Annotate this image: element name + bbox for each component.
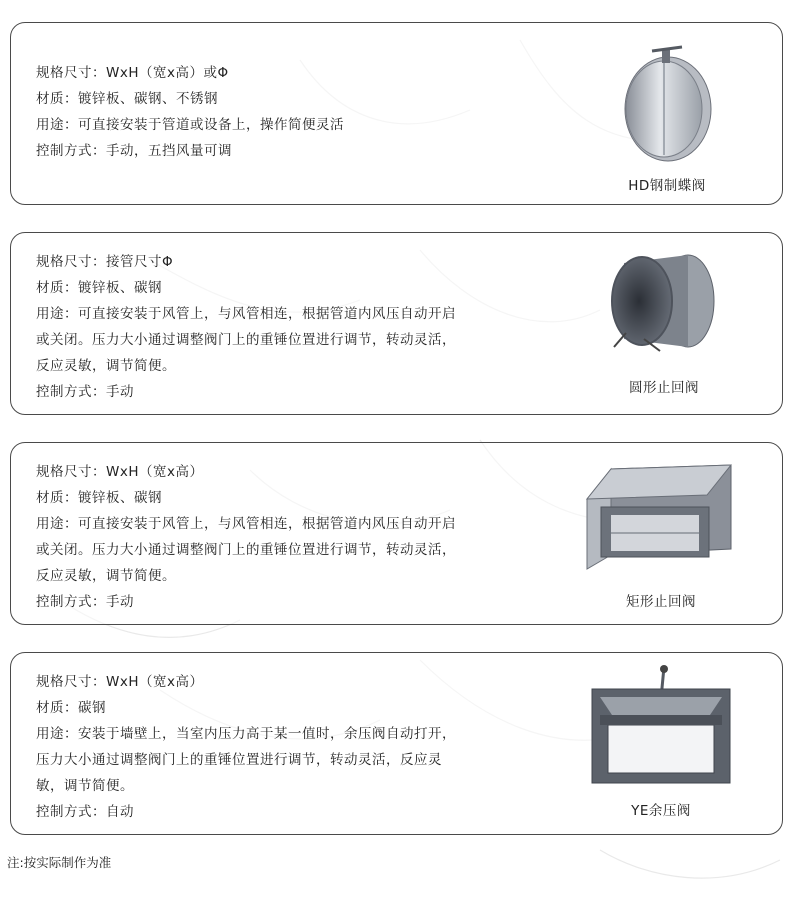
spec-line-control: 控制方式：手动 [36, 594, 134, 610]
round-check-valve-icon [604, 243, 724, 358]
product-caption: 矩形止回阀 [626, 594, 696, 610]
spec-text [36, 249, 546, 405]
spec-line-usage-cont-2: 反应灵敏，调节简便。 [36, 358, 176, 374]
product-figure [571, 459, 751, 610]
spec-line-material: 材质：碳钢 [36, 700, 106, 716]
spec-line-usage: 用途：安装于墙壁上，当室内压力高于某一值时，余压阀自动打开， [36, 726, 456, 742]
spec-line-size: 规格尺寸：接管尺寸Φ [36, 254, 174, 270]
spec-line-usage-cont-2: 反应灵敏，调节简便。 [36, 568, 176, 584]
spec-line-material: 材质：镀锌板、碳钢 [36, 280, 162, 296]
product-figure [577, 41, 757, 194]
product-card-hd-butterfly-valve [10, 22, 783, 205]
product-caption: 圆形止回阀 [629, 380, 699, 396]
butterfly-valve-icon [612, 41, 722, 166]
product-figure [571, 663, 751, 819]
spec-line-size: 规格尺寸：WxH（宽x高） [36, 464, 204, 480]
spec-line-usage-cont-1: 或关闭。压力大小通过调整阀门上的重锤位置进行调节，转动灵活， [36, 542, 456, 558]
product-card-round-check-valve [10, 232, 783, 415]
spec-line-control: 控制方式：手动 [36, 384, 134, 400]
spec-line-usage: 用途：可直接安装于风管上，与风管相连，根据管道内风压自动开启 [36, 516, 456, 532]
spec-line-size: 规格尺寸：WxH（宽x高）或Φ [36, 65, 229, 81]
spec-line-control: 控制方式：手动，五挡风量可调 [36, 143, 232, 159]
spec-line-usage-cont-1: 压力大小通过调整阀门上的重锤位置进行调节，转动灵活，反应灵 [36, 752, 442, 768]
spec-text [36, 60, 546, 164]
footnote: 注:按实际制作为准 [7, 855, 112, 870]
product-card-rectangular-check-valve [10, 442, 783, 625]
spec-line-material: 材质：镀锌板、碳钢、不锈钢 [36, 91, 218, 107]
spec-line-usage-cont-1: 或关闭。压力大小通过调整阀门上的重锤位置进行调节，转动灵活， [36, 332, 456, 348]
spec-line-control: 控制方式：自动 [36, 804, 134, 820]
spec-line-material: 材质：镀锌板、碳钢 [36, 490, 162, 506]
spec-text [36, 459, 546, 615]
spec-line-usage: 用途：可直接安装于管道或设备上，操作简便灵活 [36, 117, 344, 133]
spec-text [36, 669, 546, 825]
product-caption: HD钢制蝶阀 [628, 178, 706, 194]
spec-line-usage: 用途：可直接安装于风管上，与风管相连，根据管道内风压自动开启 [36, 306, 456, 322]
spec-line-usage-cont-2: 敏，调节简便。 [36, 778, 134, 794]
product-caption: YE余压阀 [631, 803, 691, 819]
product-figure [574, 243, 754, 396]
residual-pressure-valve-icon [586, 663, 736, 785]
product-card-ye-residual-pressure-valve [10, 652, 783, 835]
spec-line-size: 规格尺寸：WxH（宽x高） [36, 674, 204, 690]
rectangular-check-valve-icon [581, 459, 741, 574]
